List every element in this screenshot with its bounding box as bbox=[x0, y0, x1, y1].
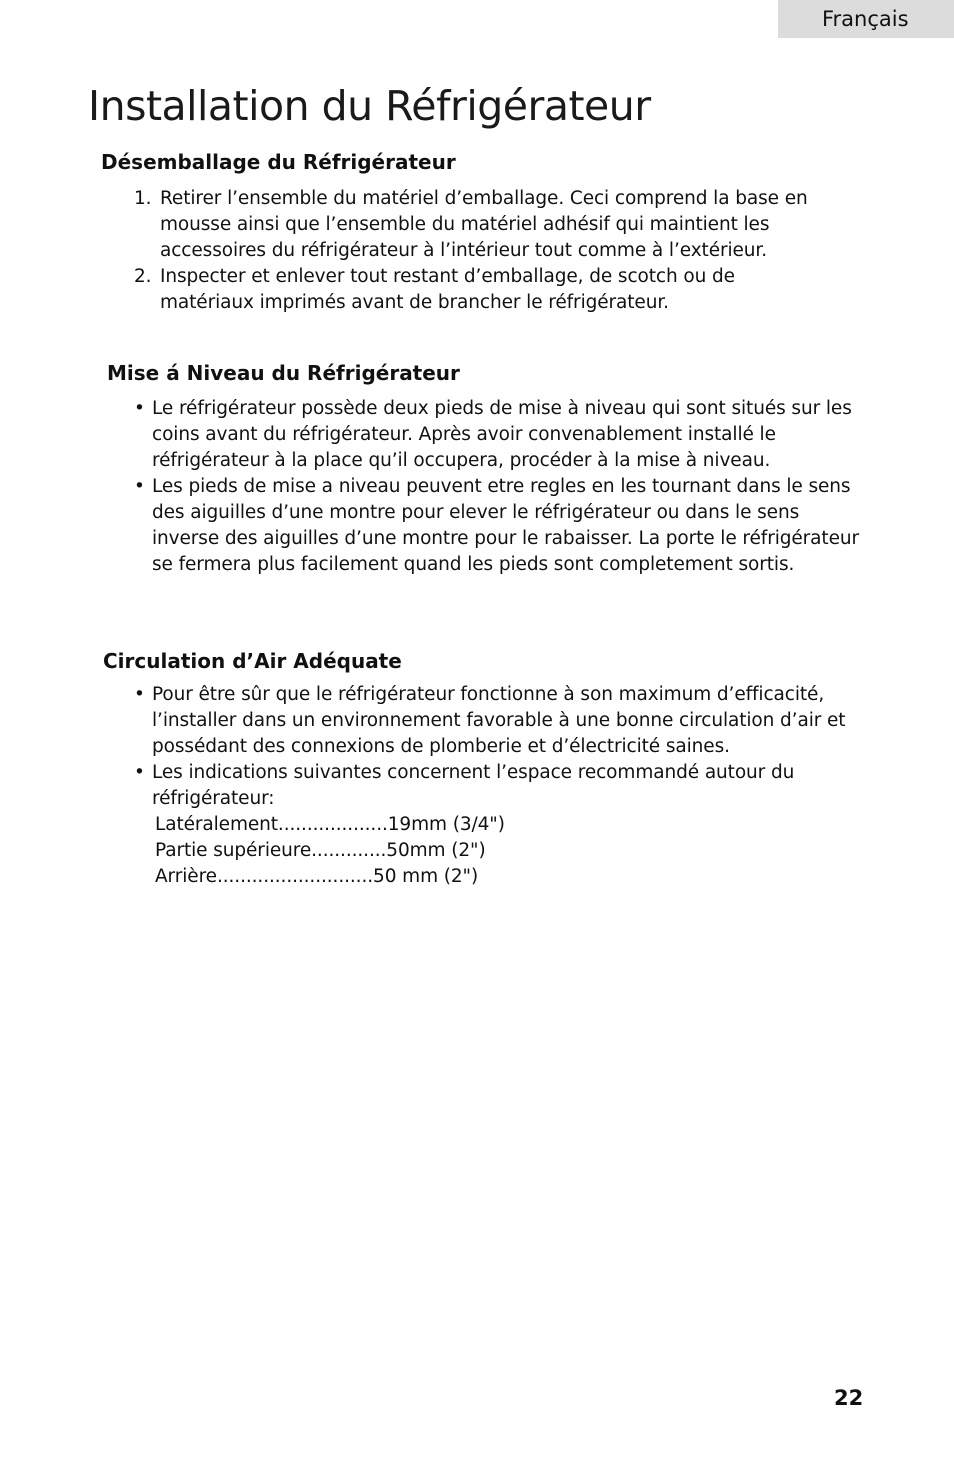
unpacking-list bbox=[134, 186, 824, 316]
language-tab: Français bbox=[778, 0, 954, 38]
list-item bbox=[134, 186, 824, 264]
clearance-rear: Arrière...........................50 mm (2") bbox=[155, 866, 479, 887]
list-item-text: Les indications suivantes concernent l’espace recommandé autour du réfrigérateur: bbox=[152, 762, 795, 809]
bullet-icon: • bbox=[134, 398, 145, 419]
list-item-text: Les pieds de mise a niveau peuvent etre regles en les tournant dans le sens des aiguilles d’une montre pour elever le réfrigérateur ou dans le sens inverse des aiguilles d’une montre pour le rabaisser. La porte le réfrigérateur se fermera plus facilement quand les pieds sont completement sortis. bbox=[152, 476, 859, 575]
section-heading-leveling: Mise á Niveau du Réfrigérateur bbox=[107, 361, 460, 385]
bullet-icon: • bbox=[134, 762, 145, 783]
list-item bbox=[134, 760, 872, 812]
list-item bbox=[134, 264, 824, 316]
leveling-list bbox=[134, 396, 868, 578]
list-marker: 1. bbox=[134, 188, 152, 209]
list-item bbox=[134, 396, 868, 474]
list-item bbox=[134, 474, 868, 578]
list-item-text: Le réfrigérateur possède deux pieds de mise à niveau qui sont situés sur les coins avant du réfrigérateur. Après avoir convenablement installé le réfrigérateur à la place qu’il occupera, procéder à la mise à niveau. bbox=[152, 398, 852, 471]
clearance-side: Latéralement...................19mm (3/4") bbox=[155, 814, 505, 835]
bullet-icon: • bbox=[134, 684, 145, 705]
page-number: 22 bbox=[834, 1386, 864, 1410]
list-marker: 2. bbox=[134, 266, 152, 287]
bullet-icon: • bbox=[134, 476, 145, 497]
air-circulation-list bbox=[134, 682, 872, 890]
section-heading-unpacking: Désemballage du Réfrigérateur bbox=[101, 150, 456, 174]
list-item bbox=[134, 682, 872, 760]
section-heading-air-circulation: Circulation d’Air Adéquate bbox=[103, 649, 402, 673]
list-item-text: Pour être sûr que le réfrigérateur fonctionne à son maximum d’efficacité, l’installer dans un environnement favorable à une bonne circulation d’air et possédant des connexions de plomberie et d’électricité saines. bbox=[152, 684, 846, 757]
clearance-top: Partie supérieure.............50mm (2") bbox=[155, 840, 486, 861]
page-title: Installation du Réfrigérateur bbox=[88, 82, 651, 130]
list-item-text: Inspecter et enlever tout restant d’emballage, de scotch ou de matériaux imprimés avant de brancher le réfrigérateur. bbox=[160, 266, 735, 313]
list-item-text: Retirer l’ensemble du matériel d’emballage. Ceci comprend la base en mousse ainsi que l’ensemble du matériel adhésif qui maintient les accessoires du réfrigérateur à l’intérieur tout comme à l’extérieur. bbox=[160, 188, 808, 261]
clearance-list bbox=[134, 812, 872, 890]
